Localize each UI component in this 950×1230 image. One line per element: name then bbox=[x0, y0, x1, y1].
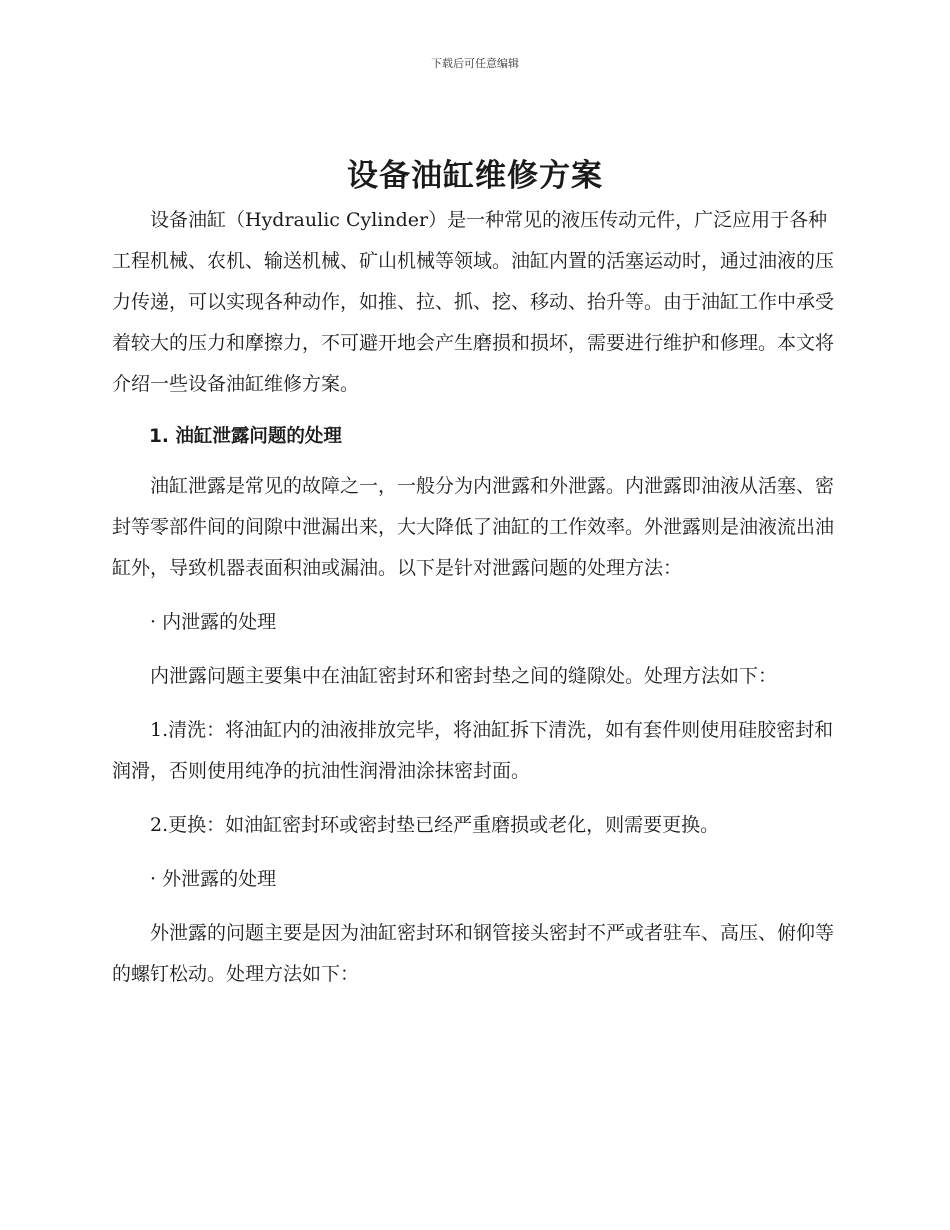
bullet-internal-leak: · 内泄露的处理 bbox=[150, 611, 277, 633]
step-replace: 2.更换：如油缸密封环或密封垫已经严重磨损或老化，则需要更换。 bbox=[150, 814, 720, 836]
intro-paragraph: 设备油缸（Hydraulic Cylinder）是一种常见的液压传动元件，广泛应用于各种工程机械、农机、输送机械、矿山机械等领域。油缸内置的活塞运动时，通过油液的压力传递，可以实现各种动作，如推、拉、抓、挖、移动、抬升等。由于油缸工作中承受着较大的压力和摩擦力，不可避开地会产生磨损和损坏，需要进行维护和修理。本文将介绍一些设备油缸维修方案。 bbox=[112, 209, 835, 395]
bullet-external-leak: · 外泄露的处理 bbox=[150, 868, 277, 890]
section-heading: 1. 油缸泄露问题的处理 bbox=[149, 426, 342, 447]
section-paragraph: 油缸泄露是常见的故障之一，一般分为内泄露和外泄露。内泄露即油液从活塞、密封等零部件间的间隙中泄漏出来，大大降低了油缸的工作效率。外泄露则是油液流出油缸外，导致机器表面积油或漏油。以下是针对泄露问题的处理方法： bbox=[112, 475, 835, 579]
step-clean: 1.清洗：将油缸内的油液排放完毕，将油缸拆下清洗，如有套件则使用硅胶密封和润滑，否则使用纯净的抗油性润滑油涂抹密封面。 bbox=[112, 719, 834, 782]
page-title: 设备油缸维修方案 bbox=[347, 158, 603, 194]
header-note: 下载后可任意编辑 bbox=[431, 57, 519, 70]
document-body bbox=[112, 200, 842, 995]
internal-leak-paragraph: 内泄露问题主要集中在油缸密封环和密封垫之间的缝隙处。处理方法如下： bbox=[150, 665, 778, 687]
external-leak-paragraph: 外泄露的问题主要是因为油缸密封环和钢管接头密封不严或者驻车、高压、俯仰等的螺钉松动。处理方法如下： bbox=[112, 922, 835, 985]
